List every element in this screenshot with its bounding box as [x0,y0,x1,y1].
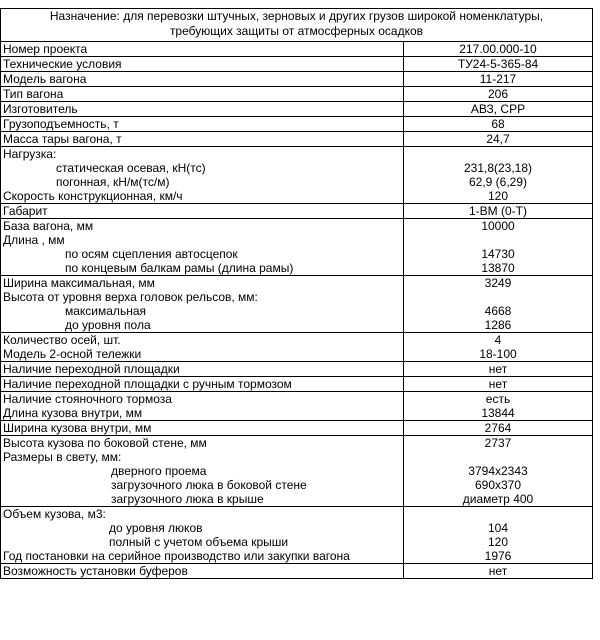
sub-label: Высота от уровня верха головок рельсов, мм: [3,290,258,304]
row-value: 68 [404,117,593,132]
sub-label: по концевым балкам рамы (длина рамы) [65,261,294,275]
sub-value: 120 [487,189,509,203]
sub-value: 1286 [484,318,512,332]
sub-label: База вагона, мм [3,219,94,233]
sub-value: 3794x2343 [468,464,528,478]
sub-value: есть [485,392,511,406]
row-label: Изготовитель [1,102,404,117]
sub-value: 10000 [481,219,515,233]
sub-label: Количество осей, шт. [3,333,121,347]
row-label [1,333,404,362]
row-value: 217.00.000-10 [404,42,593,57]
sub-label: погонная, кН/м(тс/м) [56,175,170,189]
row-value: 11-217 [404,72,593,87]
sub-value: 120 [487,535,509,549]
table-row [1,42,593,57]
table-row [1,132,593,147]
row-value: ТУ24-5-365-84 [404,57,593,72]
table-row [1,564,593,579]
table-row [1,392,593,421]
sub-label: загрузочного люка в боковой стене [111,478,307,492]
row-label: Масса тары вагона, т [1,132,404,147]
row-label [1,219,404,276]
row-label [1,436,404,507]
row-value: 1-ВМ (0-Т) [404,204,593,219]
table-row [1,276,593,333]
sub-label: до уровня люков [109,521,203,535]
row-label [1,147,404,204]
row-label: Технические условия [1,57,404,72]
specification-table [0,8,593,579]
sub-label: Длина , мм [3,233,65,247]
sub-value: 1976 [484,549,512,563]
table-row [1,72,593,87]
sub-label: до уровня пола [65,318,151,332]
purpose-header: Назначение: для перевозки штучных, зерновых и других грузов широкой номенклатуры, требующих защиты от атмосферных осадков [1,9,593,42]
row-value [404,436,593,507]
table-row [1,204,593,219]
sub-value: 18-100 [479,347,517,361]
row-value: 2764 [404,421,593,436]
row-label [1,276,404,333]
row-label: Модель вагона [1,72,404,87]
row-value [404,276,593,333]
row-label [1,507,404,564]
sub-value: 104 [487,521,509,535]
table-row [1,57,593,72]
row-label: Возможность установки буферов [1,564,404,579]
row-value [404,147,593,204]
row-value [404,219,593,276]
sub-value: 690x370 [474,478,522,492]
row-value: нет [404,377,593,392]
row-label: Ширина кузова внутри, мм [1,421,404,436]
row-value: 24,7 [404,132,593,147]
sub-value: 4 [494,333,502,347]
sub-value: 13844 [481,406,515,420]
row-value: 206 [404,87,593,102]
sub-label: Объем кузова, м3: [3,507,106,521]
sub-value: 4668 [484,304,512,318]
row-value: АВЗ, СРР [404,102,593,117]
table-row [1,421,593,436]
sub-value: 231,8(23,18) [463,161,533,175]
row-value: нет [404,362,593,377]
sub-label: Размеры в свету, мм: [3,450,122,464]
table-row [1,507,593,564]
row-value: нет [404,564,593,579]
header-row [1,9,593,42]
sub-label: полный с учетом объема крыши [109,535,289,549]
row-label: Номер проекта [1,42,404,57]
sub-value: 14730 [481,247,515,261]
sub-label: Ширина максимальная, мм [3,276,155,290]
row-value [404,392,593,421]
sub-value: 2737 [484,436,512,450]
sub-label: Высота кузова по боковой стене, мм [3,436,207,450]
table-row [1,117,593,132]
sub-label: статическая осевая, кН(тс) [56,161,206,175]
sub-value: 3249 [484,276,512,290]
row-label: Грузоподъемность, т [1,117,404,132]
sub-label: загрузочного люка в крыше [111,492,264,506]
row-label [1,392,404,421]
row-label: Наличие переходной площадки с ручным тормозом [1,377,404,392]
load-heading: Нагрузка: [3,147,57,161]
row-label: Тип вагона [1,87,404,102]
row-value [404,333,593,362]
sub-value: 62,9 (6,29) [468,175,528,189]
sub-label: Модель 2-осной тележки [3,347,142,361]
sub-value: 13870 [481,261,515,275]
table-row [1,362,593,377]
table-row [1,377,593,392]
row-label: Габарит [1,204,404,219]
table-row [1,102,593,117]
sub-label: максимальная [65,304,146,318]
table-row [1,219,593,276]
sub-value: диаметр 400 [462,492,534,506]
sub-label: Скорость конструкционная, км/ч [3,189,183,203]
sub-label: дверного проема [111,464,207,478]
sub-label: Год постановки на серийное производство или закупки вагона [3,549,350,563]
table-row [1,147,593,204]
table-row [1,333,593,362]
row-label: Наличие переходной площадки [1,362,404,377]
table-row [1,436,593,507]
row-value [404,507,593,564]
sub-label: Длина кузова внутри, мм [3,406,143,420]
sub-label: Наличие стояночного тормоза [3,392,172,406]
sub-label: по осям сцепления автосцепок [65,247,238,261]
table-row [1,87,593,102]
